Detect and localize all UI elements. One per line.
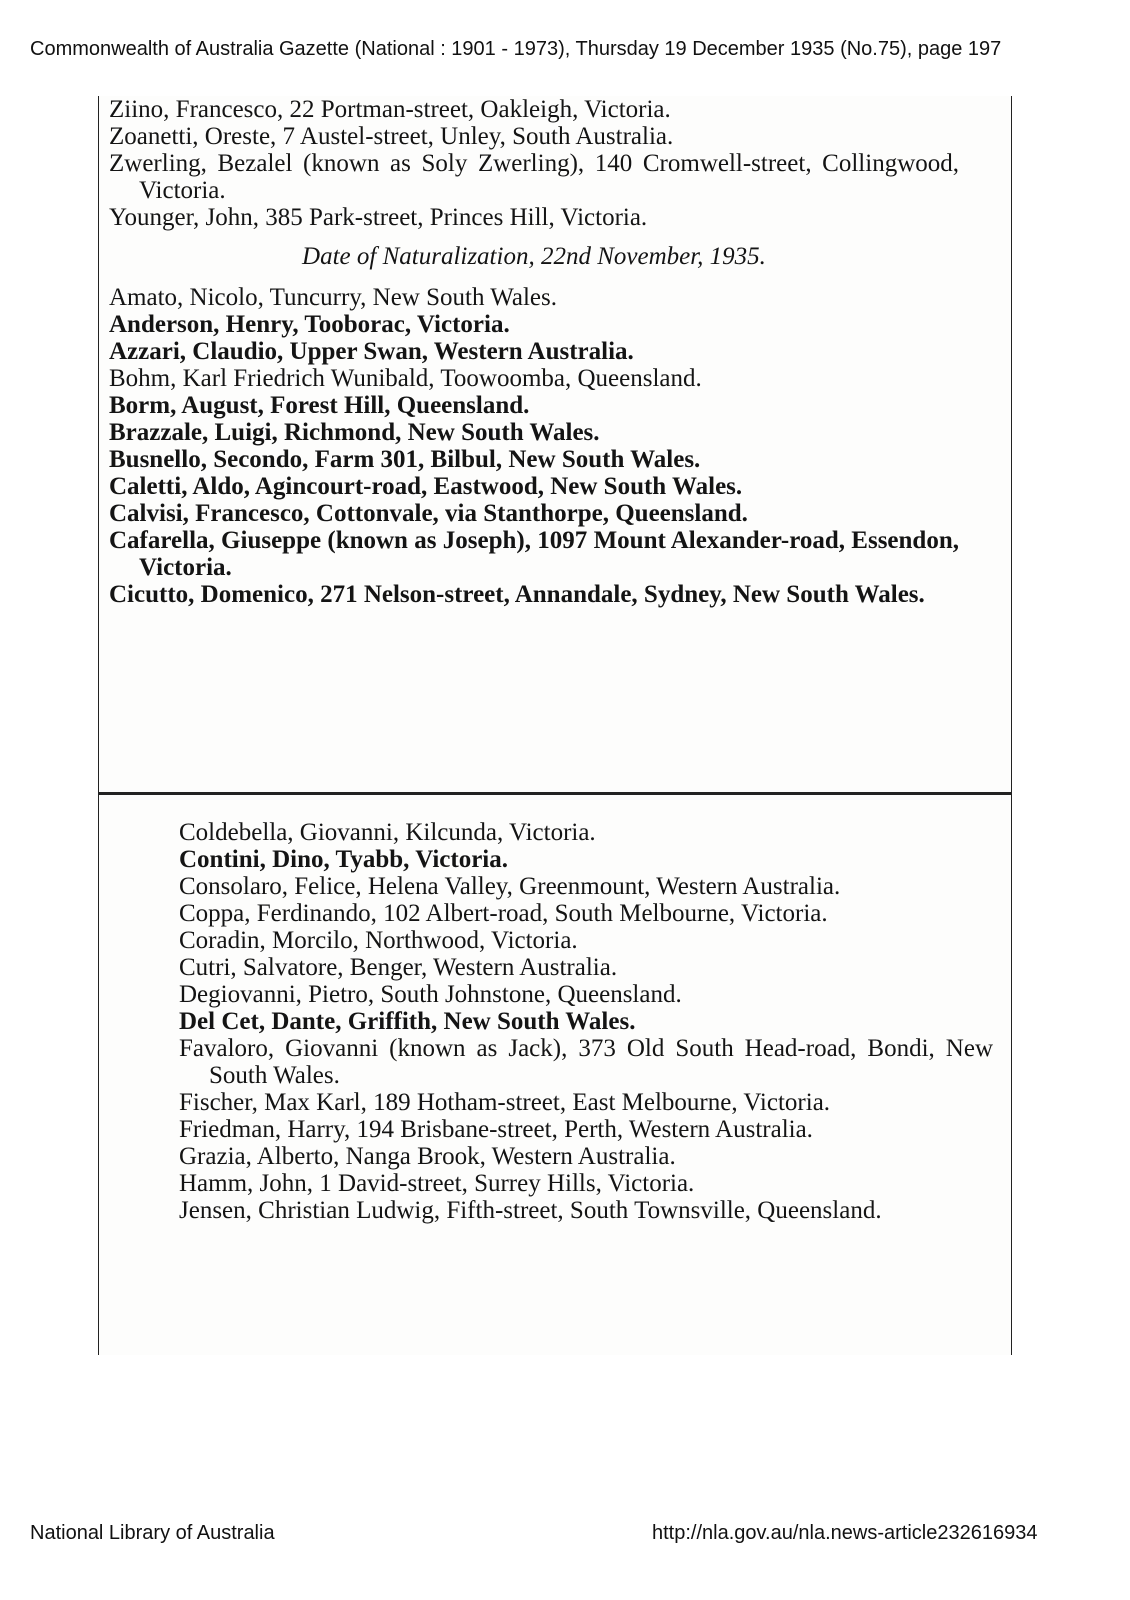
list-item: Degiovanni, Pietro, South Johnstone, Queensland. xyxy=(179,981,682,1008)
top-entries-column xyxy=(109,96,959,608)
bottom-entries-column xyxy=(179,819,993,1224)
list-item: Caletti, Aldo, Agincourt-road, Eastwood, New South Wales. xyxy=(109,473,743,500)
list-item: Cicutto, Domenico, 271 Nelson-street, Annandale, Sydney, New South Wales. xyxy=(109,581,925,608)
list-item: Bohm, Karl Friedrich Wunibald, Toowoomba, Queensland. xyxy=(109,365,702,392)
list-item: Coradin, Morcilo, Northwood, Victoria. xyxy=(179,927,578,954)
list-item: Cutri, Salvatore, Benger, Western Australia. xyxy=(179,954,618,981)
list-item: Favaloro, Giovanni (known as Jack), 373 Old South Head-road, Bondi, New South Wales. xyxy=(179,1035,993,1089)
list-item: Jensen, Christian Ludwig, Fifth-street, South Townsville, Queensland. xyxy=(179,1197,882,1224)
list-item: Consolaro, Felice, Helena Valley, Greenmount, Western Australia. xyxy=(179,873,841,900)
list-item: Coppa, Ferdinando, 102 Albert-road, South Melbourne, Victoria. xyxy=(179,900,828,927)
bottom-clipping xyxy=(98,792,1012,1355)
list-item: Borm, August, Forest Hill, Queensland. xyxy=(109,392,530,419)
gazette-citation-header: Commonwealth of Australia Gazette (National : 1901 - 1973), Thursday 19 December 1935 (No.75), page 197 xyxy=(30,38,1002,60)
footer-article-link[interactable]: http://nla.gov.au/nla.news-article232616934 xyxy=(652,1522,1038,1544)
list-item: Busnello, Secondo, Farm 301, Bilbul, New South Wales. xyxy=(109,446,701,473)
list-item: Brazzale, Luigi, Richmond, New South Wales. xyxy=(109,419,600,446)
list-item: Contini, Dino, Tyabb, Victoria. xyxy=(179,846,508,873)
list-item: Calvisi, Francesco, Cottonvale, via Stanthorpe, Queensland. xyxy=(109,500,748,527)
list-item: Amato, Nicolo, Tuncurry, New South Wales. xyxy=(109,284,557,311)
naturalization-date-heading: Date of Naturalization, 22nd November, 1935. xyxy=(302,243,766,270)
list-item: Azzari, Claudio, Upper Swan, Western Australia. xyxy=(109,338,634,365)
list-item: Anderson, Henry, Tooborac, Victoria. xyxy=(109,311,510,338)
list-item: Hamm, John, 1 David-street, Surrey Hills, Victoria. xyxy=(179,1170,695,1197)
list-item: Coldebella, Giovanni, Kilcunda, Victoria. xyxy=(179,819,596,846)
list-item: Friedman, Harry, 194 Brisbane-street, Perth, Western Australia. xyxy=(179,1116,813,1143)
list-item: Grazia, Alberto, Nanga Brook, Western Australia. xyxy=(179,1143,676,1170)
list-item: Del Cet, Dante, Griffith, New South Wales. xyxy=(179,1008,636,1035)
list-item: Younger, John, 385 Park-street, Princes Hill, Victoria. xyxy=(109,204,648,231)
list-item: Fischer, Max Karl, 189 Hotham-street, East Melbourne, Victoria. xyxy=(179,1089,831,1116)
list-item: Ziino, Francesco, 22 Portman-street, Oakleigh, Victoria. xyxy=(109,96,671,123)
top-clipping xyxy=(98,96,1012,793)
list-item: Cafarella, Giuseppe (known as Joseph), 1097 Mount Alexander-road, Essendon, Victoria. xyxy=(109,527,959,581)
footer-library-name: National Library of Australia xyxy=(30,1522,275,1544)
list-item: Zwerling, Bezalel (known as Soly Zwerling), 140 Cromwell-street, Collingwood, Victoria. xyxy=(109,150,959,204)
list-item: Zoanetti, Oreste, 7 Austel-street, Unley, South Australia. xyxy=(109,123,674,150)
